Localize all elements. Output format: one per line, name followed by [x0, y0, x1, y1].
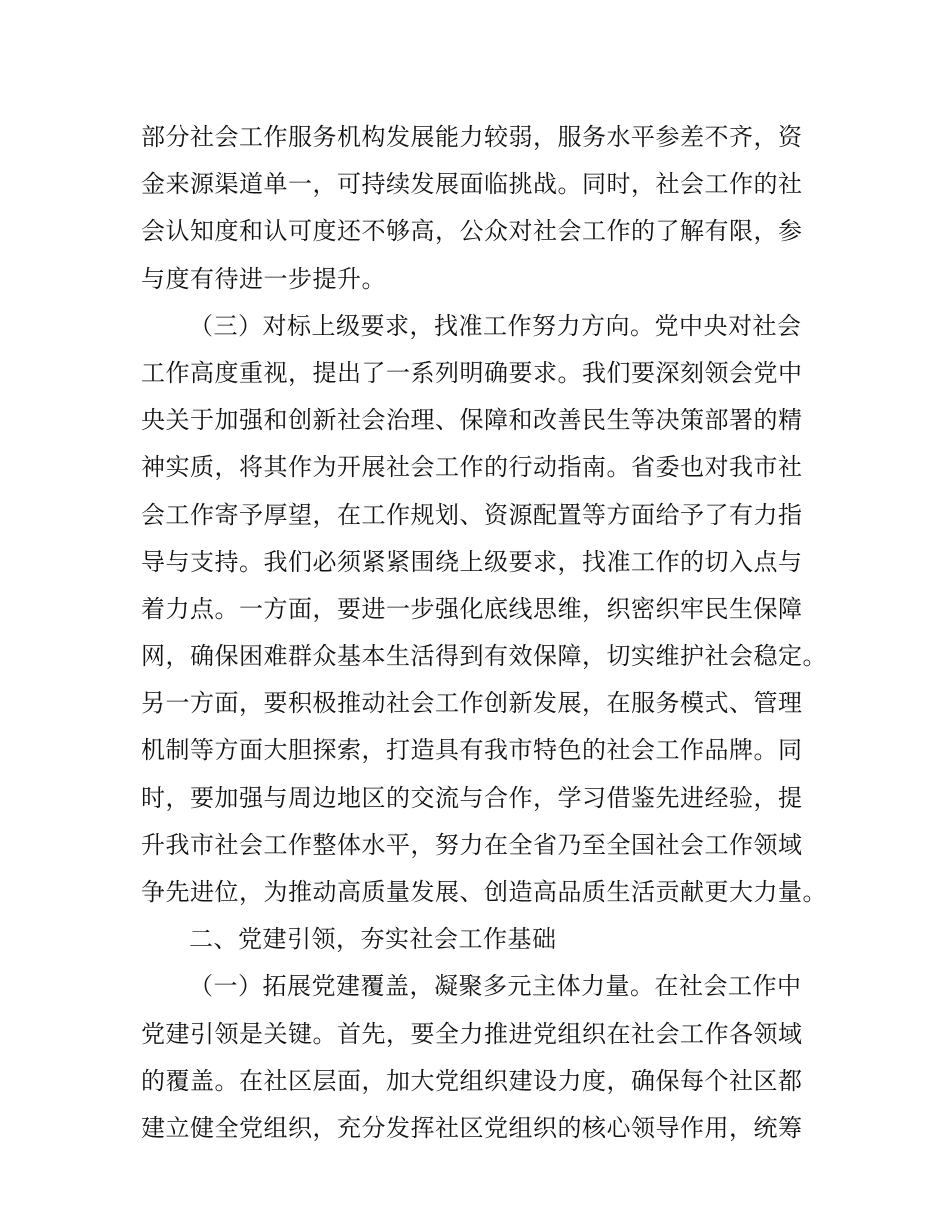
text-line: 会认知度和认可度还不够高，公众对社会工作的了解有限，参: [141, 217, 803, 246]
text-line: 网，确保困难群众基本生活得到有效保障，切实维护社会稳定。: [141, 642, 827, 671]
text-line: 升我市社会工作整体水平，努力在全省乃至全国社会工作领域: [141, 830, 803, 859]
document-body: [141, 114, 827, 1152]
text-line: 央关于加强和创新社会治理、保障和改善民生等决策部署的精: [141, 406, 803, 435]
text-line: 导与支持。我们必须紧紧围绕上级要求，找准工作的切入点与: [141, 547, 803, 576]
text-line: （一）拓展党建覆盖，凝聚多元主体力量。在社会工作中: [189, 972, 802, 1001]
text-line: 争先进位，为推动高质量发展、创造高品质生活贡献更大力量。: [141, 878, 827, 906]
paragraph-3: [141, 963, 821, 1152]
text-line: 的覆盖。在社区层面，加大党组织建设力度，确保每个社区都: [141, 1066, 803, 1095]
text-line: 金来源渠道单一，可持续发展面临挑战。同时，社会工作的社: [141, 170, 803, 199]
text-line: 着力点。一方面，要进一步强化底线思维，织密织牢民生保障: [141, 594, 803, 623]
text-line: 会工作寄予厚望，在工作规划、资源配置等方面给予了有力指: [141, 500, 803, 529]
text-line: 机制等方面大胆探索，打造具有我市特色的社会工作品牌。同: [141, 736, 803, 765]
text-line: 部分社会工作服务机构发展能力较弱，服务水平参差不齐，资: [141, 123, 803, 151]
text-line: 与度有待进一步提升。: [141, 264, 386, 293]
text-line: 党建引领是关键。首先，要全力推进党组织在社会工作各领域: [141, 1019, 803, 1048]
text-line: 时，要加强与周边地区的交流与合作，学习借鉴先进经验，提: [141, 783, 803, 812]
text-line: （三）对标上级要求，找准工作努力方向。党中央对社会: [189, 311, 802, 340]
text-line: 建立健全党组织，充分发挥社区党组织的核心领导作用，统筹: [141, 1113, 803, 1142]
text-line: 工作高度重视，提出了一系列明确要求。我们要深刻领会党中: [141, 358, 803, 387]
heading-line: 二、党建引领，夯实社会工作基础: [189, 925, 557, 954]
text-line: 神实质，将其作为开展社会工作的行动指南。省委也对我市社: [141, 453, 803, 482]
paragraph-2: [141, 303, 827, 916]
text-line: 另一方面，要积极推动社会工作创新发展，在服务模式、管理: [141, 689, 803, 718]
paragraph-1: [141, 114, 821, 303]
section-heading: [141, 916, 821, 963]
